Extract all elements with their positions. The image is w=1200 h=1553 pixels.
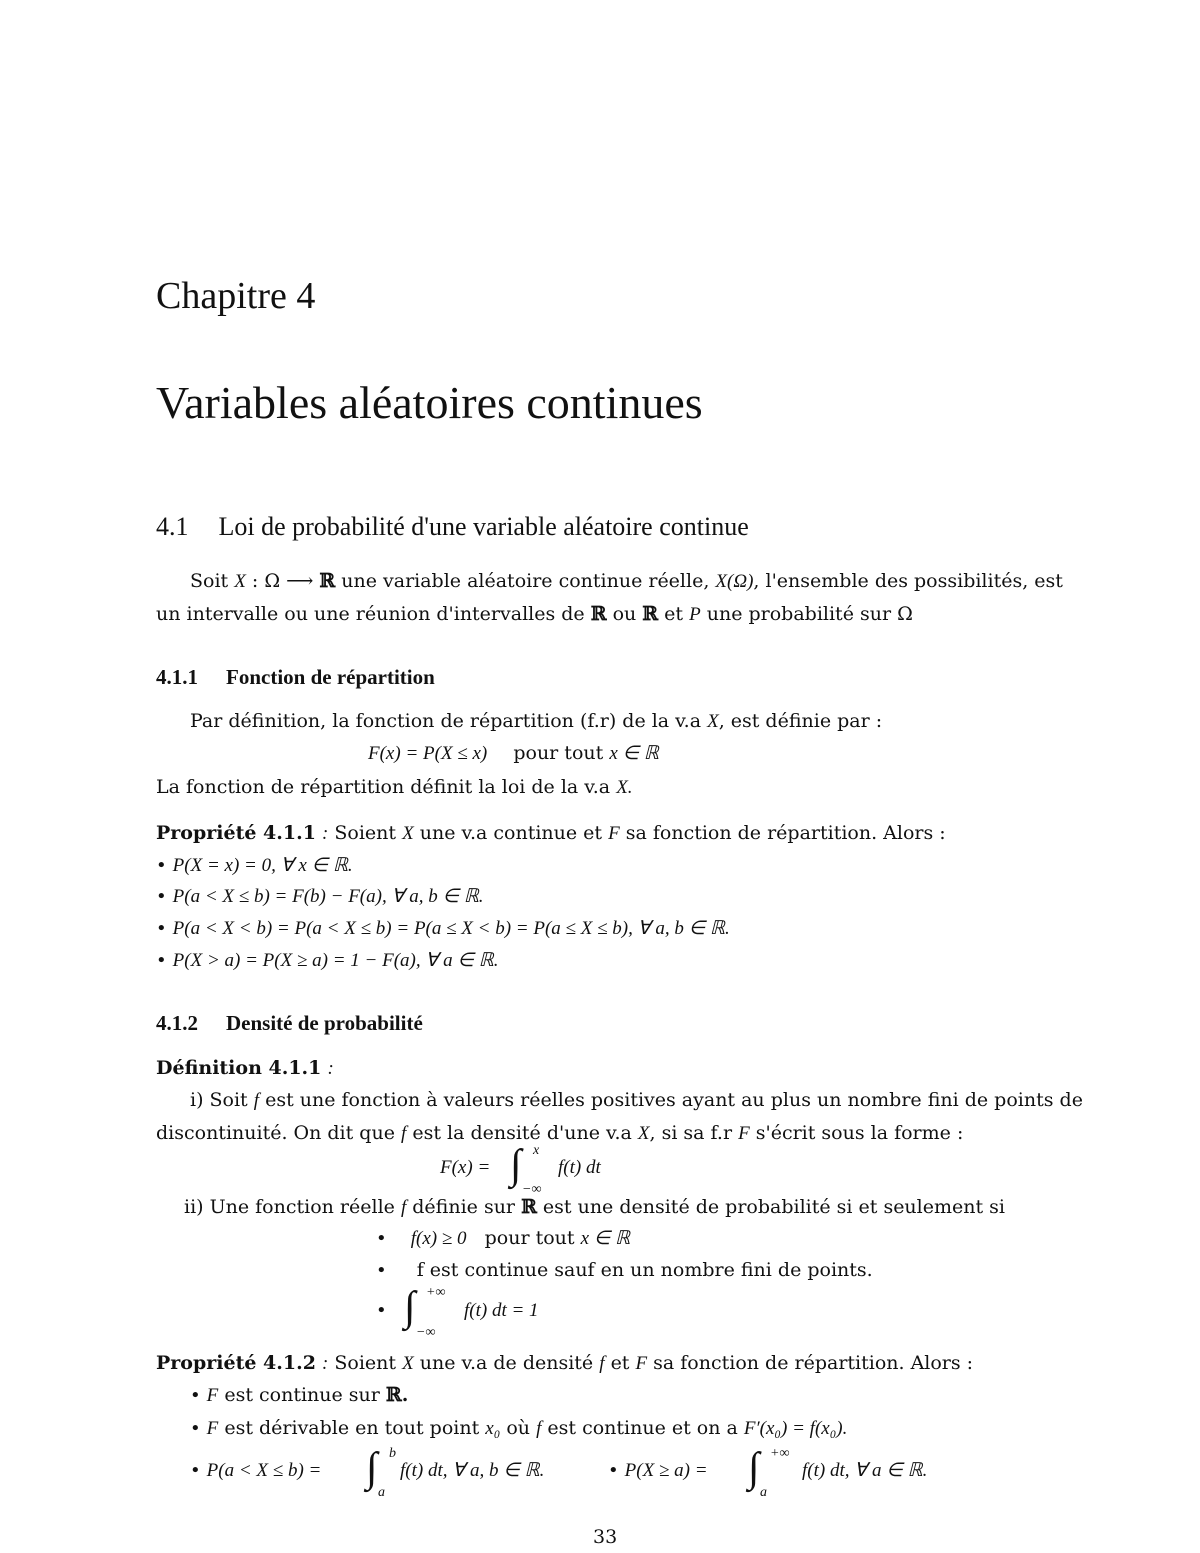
text: i) Soit [190,1089,248,1111]
subsection-heading-2 [156,1011,423,1036]
math-X: X. [616,777,633,798]
math-R-bar: ℝ [642,603,659,625]
property-label: Propriété 4.1.1 [156,822,316,844]
text: sa fonction de répartition. Alors : [625,822,946,844]
math-R: ℝ [590,603,607,625]
intro-text: une variable aléatoire continue réelle, [341,570,710,592]
condition-2 [376,1261,873,1280]
intro-text: Soit [190,570,229,592]
text: pour tout [513,742,604,764]
bullet-icon: • [376,1228,387,1249]
math-F: F [635,1353,648,1374]
bullet-icon: • [190,1418,201,1439]
property-label: Propriété 4.1.2 [156,1352,316,1374]
intro-text: ou [612,603,637,625]
math-X: X [402,1353,414,1374]
integral-lower-limit: −∞ [416,1325,436,1340]
colon: : [322,823,329,844]
text: La fonction de répartition définit la loi de la v.a [156,776,611,798]
page-number: 33 [593,1526,618,1548]
text: sa fonction de répartition. Alors : [653,1352,974,1374]
subsection-number: 4.1.2 [156,1011,198,1035]
cdf-remark [156,778,633,797]
property-1 [156,824,946,843]
text: est une fonction à valeurs réelles positives ayant au plus un nombre fini de points de [265,1089,1083,1111]
text: Soient [334,822,397,844]
math-F: F [608,823,620,844]
integral-body: f(t) dt, ∀ a, b ∈ ℝ. [400,1460,545,1481]
property-2-item-1 [190,1386,408,1405]
bullet-icon: • [156,855,167,876]
subsection-title: Fonction de répartition [226,665,435,689]
math-expression: P(X = x) = 0, ∀ x ∈ ℝ. [172,855,353,876]
bullet-icon: • [376,1260,387,1281]
math-X-omega: X(Ω) [715,571,754,592]
bullet-icon: • [156,886,167,907]
subsection-title: Densité de probabilité [226,1011,423,1035]
integral-upper-limit: +∞ [770,1446,790,1461]
math-X: X [234,571,246,592]
math-f: f [599,1353,605,1374]
property-1-item [156,856,353,875]
formula-cdf [368,744,659,763]
math-X: X [402,823,414,844]
text: discontinuité. On dit que [156,1122,395,1144]
definition-i-line-1 [190,1091,1083,1110]
text: est la densité d'une v.a [412,1122,632,1144]
integral-lower-limit: −∞ [522,1182,542,1197]
definition-paragraph [190,712,882,731]
text: pour tout [484,1227,575,1249]
math-expression: P(a < X < b) = P(a < X ≤ b) = P(a ≤ X < b) = P(a ≤ X ≤ b), ∀ a, b ∈ ℝ. [172,918,730,939]
math-F: F [738,1123,750,1144]
property-1-item [156,919,730,938]
bullet-icon: • [156,918,167,939]
intro-text: une probabilité sur Ω [706,603,913,625]
text: Soient [334,1352,397,1374]
math-expression: P(X ≥ a) = [624,1460,708,1481]
math-expression: P(a < X ≤ b) = [206,1460,322,1481]
bullet-icon: • [376,1300,387,1321]
bullet-icon: • [608,1460,619,1481]
section-number: 4.1 [156,512,189,541]
text: définie sur [412,1196,516,1218]
property-2-item-4 [608,1461,708,1480]
text: , si sa f.r [649,1122,733,1144]
text: ii) Une fonction réelle [184,1196,395,1218]
text: s'écrit sous la forme : [755,1122,964,1144]
integral-body: f(t) dt, ∀ a ∈ ℝ. [802,1460,928,1481]
integral-upper-limit: b [389,1446,396,1461]
section-title: Loi de probabilité d'une variable aléatoire continue [218,512,749,541]
intro-text: et [664,603,684,625]
chapter-title: Variables aléatoires continues [156,377,703,428]
math-expression: P(X > a) = P(X ≥ a) = 1 − F(a), ∀ a ∈ ℝ. [172,950,499,971]
math-X: X [637,1123,650,1144]
integral-lower-limit: a [378,1485,385,1500]
integral-sign: ∫ [366,1445,378,1491]
definition-ii [184,1198,1005,1217]
bullet-icon: • [190,1460,201,1481]
math-F: F [206,1385,219,1406]
integral-body: f(t) dt [558,1157,601,1178]
integral-lower-limit: a [760,1485,767,1500]
math-x-in-R: x ∈ ℝ [609,743,659,764]
math-R: ℝ. [385,1384,409,1406]
property-2-item-3 [190,1461,321,1480]
math-F: F [206,1418,219,1439]
text: une v.a continue et [419,822,603,844]
math-R: ℝ [521,1196,537,1218]
definition-i-line-2 [156,1124,963,1143]
condition-3-bullet [376,1301,387,1320]
math-cdf: F(x) = P(X ≤ x) [368,743,488,764]
subsection-number: 4.1.1 [156,665,198,689]
math-x-in-R: x ∈ ℝ [580,1228,631,1249]
math-expression: P(a < X ≤ b) = F(b) − F(a), ∀ a, b ∈ ℝ. [172,886,484,907]
text: et [610,1352,630,1374]
definition-label-line [156,1059,334,1078]
section-heading [156,512,749,542]
math-f: f [536,1418,542,1439]
text: est continue sur [224,1384,380,1406]
intro-line-1 [190,572,1063,591]
chapter-label: Chapitre 4 [156,275,316,317]
integral-sign: ∫ [404,1284,416,1330]
text: est dérivable en tout point [224,1417,480,1439]
property-2 [156,1354,973,1373]
integral-upper-limit: x [533,1143,540,1158]
text: est une densité de probabilité si et seulement si [542,1196,1005,1218]
text: est continue et on a [547,1417,738,1439]
colon: : [322,1353,329,1374]
math-P: P [689,604,701,625]
integral-lhs: F(x) = [440,1157,491,1178]
text: Par définition, la fonction de répartition (f.r) de la v.a [190,710,702,732]
text: f est continue sauf en un nombre fini de points. [416,1259,873,1281]
intro-text: un intervalle ou une réunion d'intervalles de [156,603,585,625]
math-expression: f(x) ≥ 0 [410,1228,467,1249]
math-f: f [400,1197,407,1218]
math-x0: x₀ [485,1418,501,1439]
bullet-icon: • [156,950,167,971]
colon: : [327,1058,334,1079]
property-1-item [156,887,484,906]
condition-1 [376,1229,630,1248]
definition-label: Définition 4.1.1 [156,1057,322,1079]
math-X: X [707,711,719,732]
property-1-item [156,951,498,970]
integral-body: f(t) dt = 1 [464,1300,539,1321]
math-R: ℝ [319,570,336,592]
integral-upper-limit: +∞ [426,1285,446,1300]
math-f: f [253,1090,260,1111]
bullet-icon: • [190,1385,201,1406]
integral-sign: ∫ [510,1142,522,1188]
property-2-item-2 [190,1419,847,1438]
text: , est définie par : [718,710,883,732]
math-map: : Ω ⟶ [251,570,314,592]
math-expression: F′(x₀) = f(x₀). [743,1418,848,1439]
intro-text: , l'ensemble des possibilités, est [753,570,1063,592]
math-f: f [401,1123,407,1144]
integral-sign: ∫ [748,1445,760,1491]
subsection-heading-1 [156,665,435,690]
text: où [506,1417,531,1439]
text: une v.a de densité [419,1352,594,1374]
intro-line-2 [156,605,913,624]
